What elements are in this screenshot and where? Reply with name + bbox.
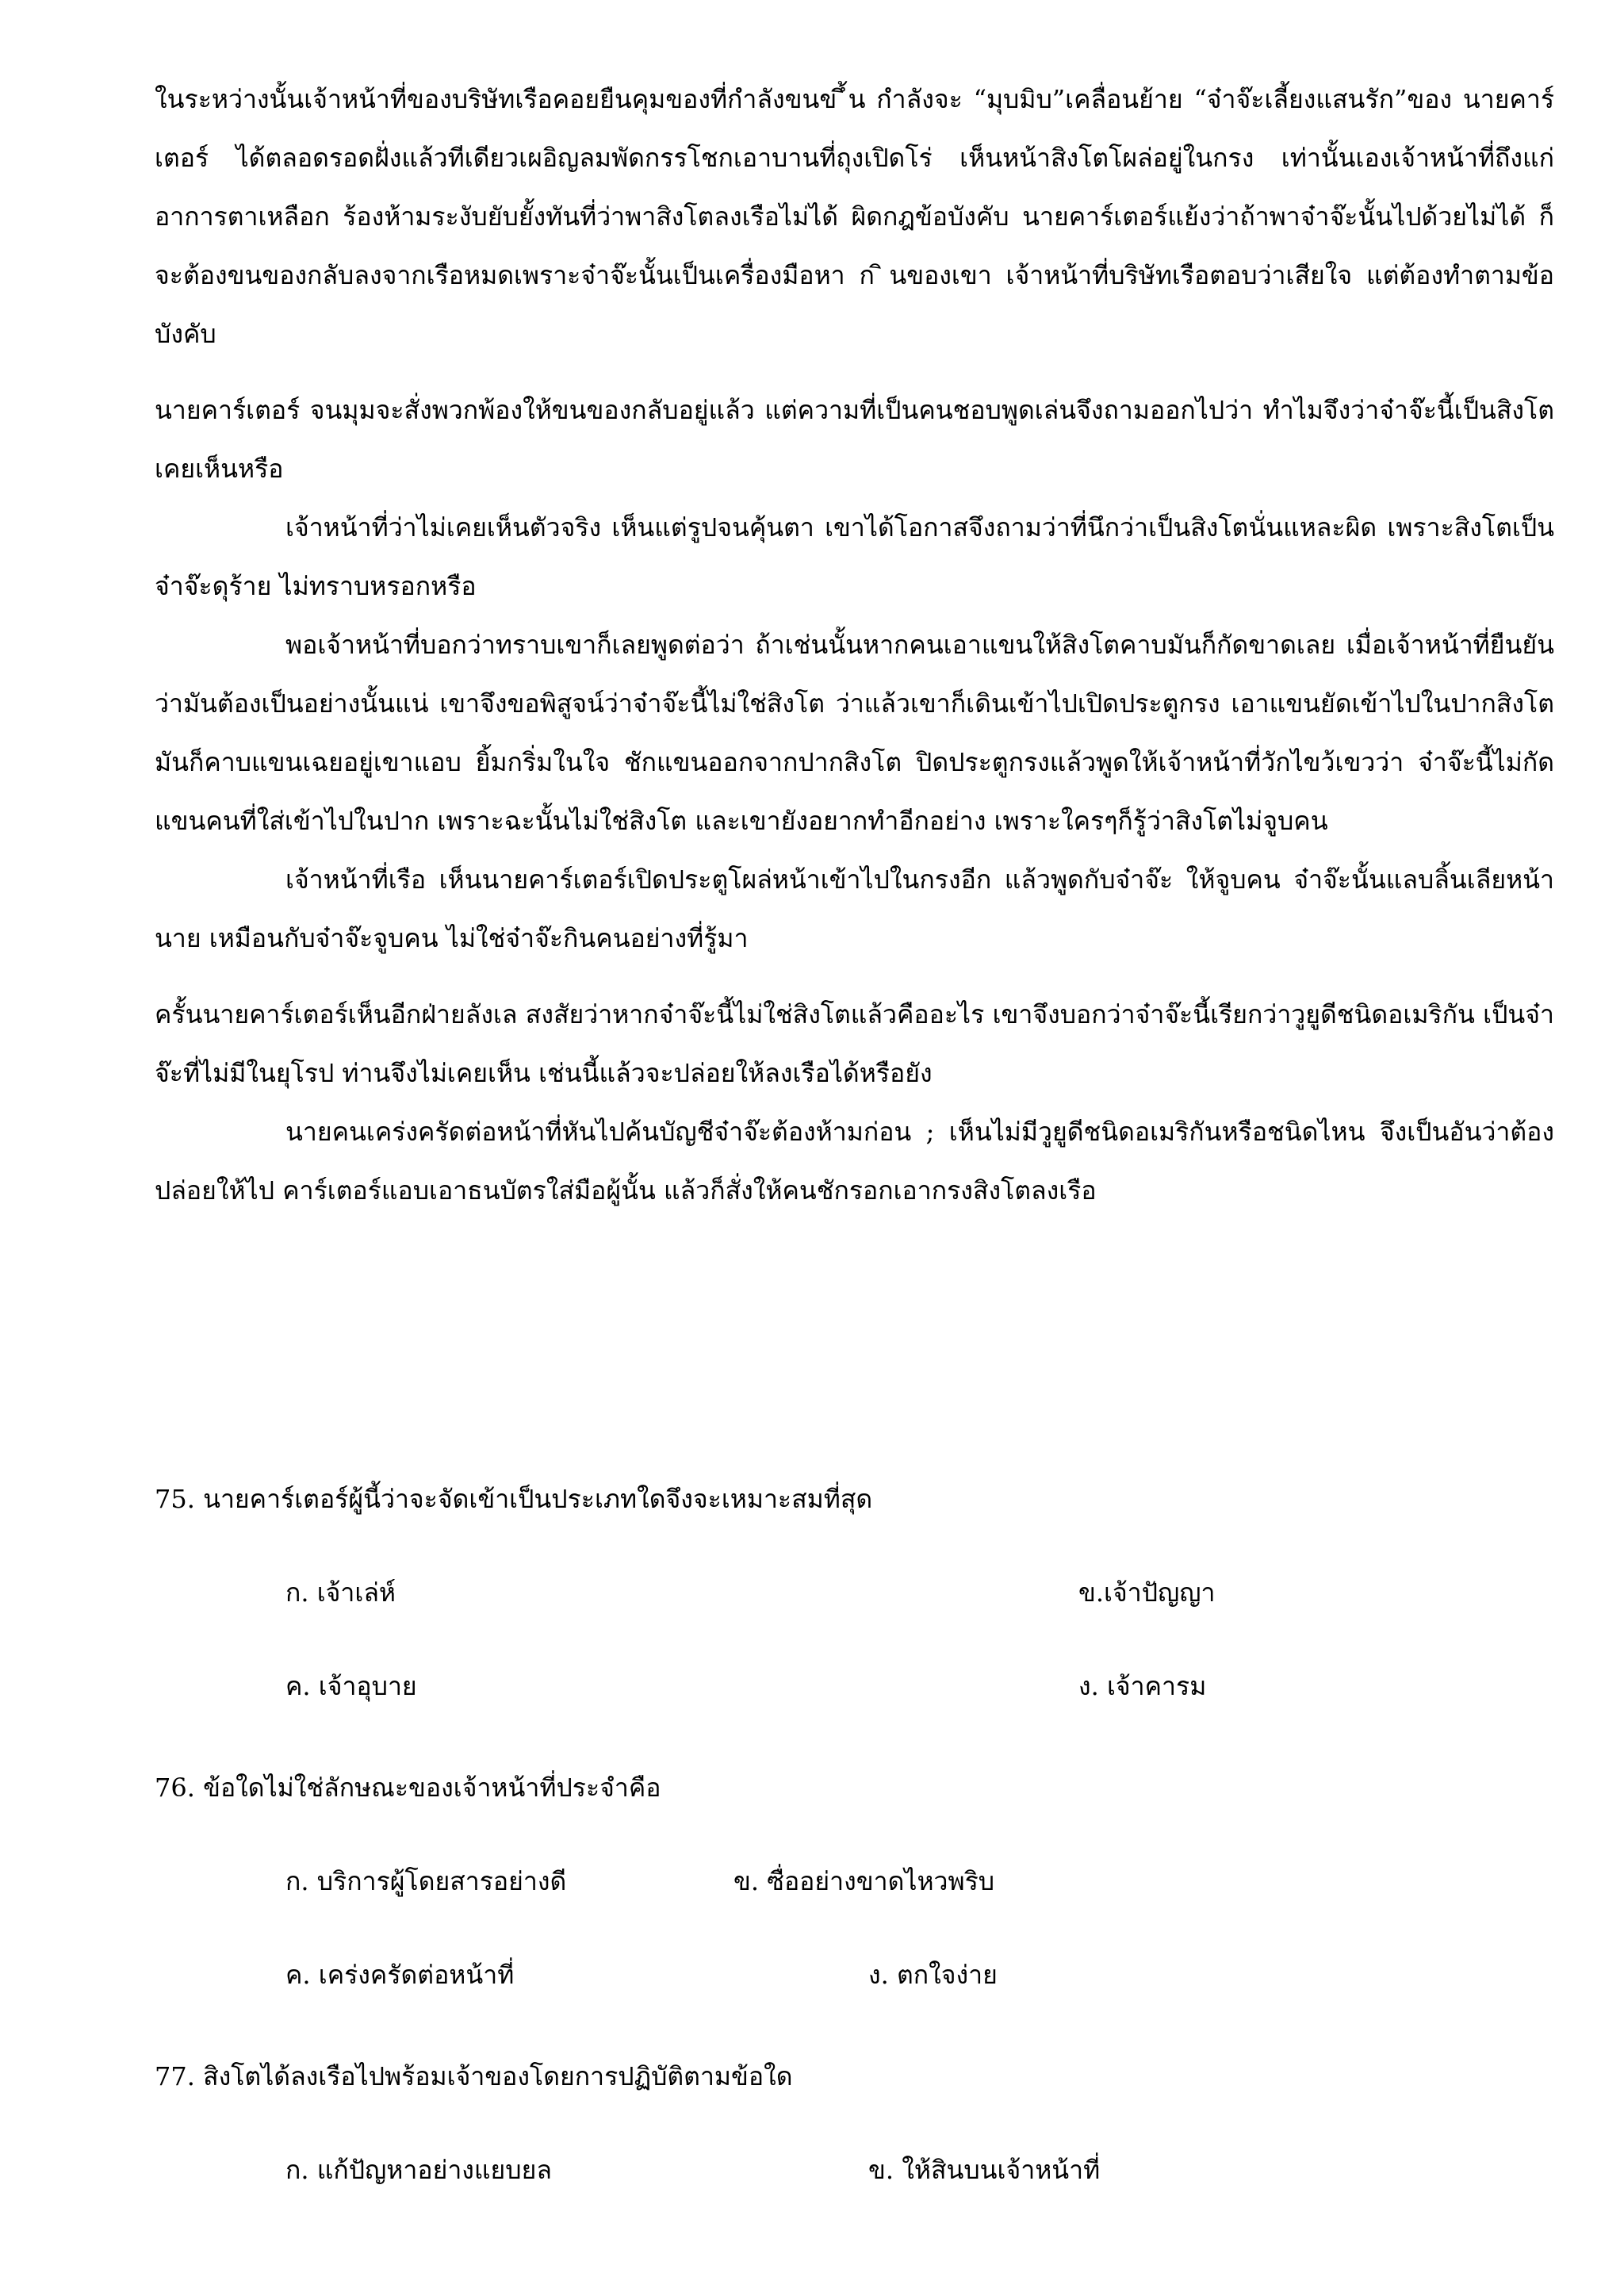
reading-passage [155, 70, 1554, 1220]
passage-paragraph: เจ้าหน้าที่เรือ เห็นนายคาร์เตอร์เปิดประตูโผล่หน้าเข้าไปในกรงอีก แล้วพูดกับจ๋าจ๊ะ ให้จูบคน จ๋าจ๊ะนั้นแลบลิ้นเลียหน้านาย เหมือนกับจ๋าจ๊ะจูบคน ไม่ใช่จ๋าจ๊ะกินคนอย่างที่รู้มา [155, 864, 1554, 953]
question-stem: 77. สิงโตได้ลงเรือไปพร้อมเจ้าของโดยการปฏิบัติตามข้อใด [155, 2061, 793, 2091]
passage-paragraph: ครั้นนายคาร์เตอร์เห็นอีกฝ่ายลังเล สงสัยว่าหากจ๋าจ๊ะนี้ไม่ใช่สิงโตแล้วคืออะไร เขาจึงบอกว่าจ๋าจ๊ะนี้เรียกว่าวูยูดีชนิดอเมริกัน เป็นจ๋าจ๊ะที่ไม่มีในยุโรป ท่านจึงไม่เคยเห็น เช่นนี้แล้วจะปล่อยให้ลงเรือได้หรือยัง [155, 999, 1554, 1088]
passage-paragraph: เจ้าหน้าที่ว่าไม่เคยเห็นตัวจริง เห็นแต่รูปจนคุ้นตา เขาได้โอกาสจึงถามว่าที่นึกว่าเป็นสิงโตนั่นแหละผิด เพราะสิงโตเป็นจ๋าจ๊ะดุร้าย ไม่ทราบหรอกหรือ [155, 512, 1554, 601]
question-stem: 76. ข้อใดไม่ใช่ลักษณะของเจ้าหน้าที่ประจำคือ [155, 1773, 661, 1803]
answer-option-b[interactable]: ข. ให้สินบนเจ้าหน้าที่ [868, 2155, 1101, 2185]
answer-option-a[interactable]: ก. เจ้าเล่ห์ [285, 1577, 396, 1608]
answer-option-c[interactable]: ค. เคร่งครัดต่อหน้าที่ [285, 1960, 515, 1990]
answer-option-a[interactable]: ก. บริการผู้โดยสารอย่างดี [285, 1866, 567, 1896]
answer-option-b[interactable]: ข.เจ้าปัญญา [1078, 1577, 1216, 1608]
passage-paragraph: นายคนเคร่งครัดต่อหน้าที่หันไปค้นบัญชีจ๋าจ๊ะต้องห้ามก่อน ; เห็นไม่มีวูยูดีชนิดอเมริกันหรือชนิดไหน จึงเป็นอันว่าต้องปล่อยให้ไป คาร์เตอร์แอบเอาธนบัตรใส่มือผู้นั้น แล้วก็สั่งให้คนชักรอกเอากรงสิงโตลงเรือ [155, 1117, 1554, 1205]
answer-option-c[interactable]: ค. เจ้าอุบาย [285, 1671, 417, 1701]
answer-option-d[interactable]: ง. เจ้าคารม [1078, 1671, 1207, 1701]
passage-paragraph: นายคาร์เตอร์ จนมุมจะสั่งพวกพ้องให้ขนของกลับอยู่แล้ว แต่ความที่เป็นคนชอบพูดเล่นจึงถามออกไปว่า ทำไมจึงว่าจ๋าจ๊ะนี้เป็นสิงโต เคยเห็นหรือ [155, 395, 1554, 484]
passage-paragraph: ในระหว่างนั้นเจ้าหน้าที่ของบริษัทเรือคอยยืนคุมของที่กำลังขนข ึ้น กำลังจะ “มุบมิบ”เคลื่อนย้าย “จ๋าจ๊ะเลี้ยงแสนรัก”ของ นายคาร์เตอร์ ได้ตลอดรอดฝั่งแล้วทีเดียวเผอิญลมพัดกรรโชกเอาบานที่ถุงเปิดโร่ เห็นหน้าสิงโตโผล่อยู่ในกรง เท่านั้นเองเจ้าหน้าที่ถึงแก่อาการตาเหลือก ร้องห้ามระงับยับยั้งทันที่ว่าพาสิงโตลงเรือไม่ได้ ผิดกฎข้อบังคับ นายคาร์เตอร์แย้งว่าถ้าพาจ๋าจ๊ะนั้นไปด้วยไม่ได้ ก็จะต้องขนของกลับลงจากเรือหมดเพราะจ๋าจ๊ะนั้นเป็นเครื่องมือหา ก ินของเขา เจ้าหน้าที่บริษัทเรือตอบว่าเสียใจ แต่ต้องทำตามข้อบังคับ [155, 84, 1555, 349]
passage-paragraph: พอเจ้าหน้าที่บอกว่าทราบเขาก็เลยพูดต่อว่า ถ้าเช่นนั้นหากคนเอาแขนให้สิงโตคาบมันก็กัดขาดเลย เมื่อเจ้าหน้าที่ยืนยันว่ามันต้องเป็นอย่างนั้นแน่ เขาจึงขอพิสูจน์ว่าจ๋าจ๊ะนี้ไม่ใช่สิงโต ว่าแล้วเขาก็เดินเข้าไปเปิดประตูกรง เอาแขนยัดเข้าไปในปากสิงโต มันก็คาบแขนเฉยอยู่เขาแอบ ยิ้มกริ่มในใจ ชักแขนออกจากปากสิงโต ปิดประตูกรงแล้วพูดให้เจ้าหน้าที่วักไขว้เขวว่า จ๋าจ๊ะนี้ไม่กัดแขนคนที่ใส่เข้าไปในปาก เพราะฉะนั้นไม่ใช่สิงโต และเขายังอยากทำอีกอย่าง เพราะใครๆก็รู้ว่าสิงโตไม่จูบคน [155, 630, 1554, 836]
question-stem: 75. นายคาร์เตอร์ผู้นี้ว่าจะจัดเข้าเป็นประเภทใดจึงจะเหมาะสมที่สุด [155, 1484, 873, 1514]
answer-option-a[interactable]: ก. แก้ปัญหาอย่างแยบยล [285, 2155, 552, 2185]
answer-option-b[interactable]: ข. ซื่ออย่างขาดไหวพริบ [733, 1866, 995, 1896]
answer-option-d[interactable]: ง. ตกใจง่าย [868, 1960, 998, 1990]
